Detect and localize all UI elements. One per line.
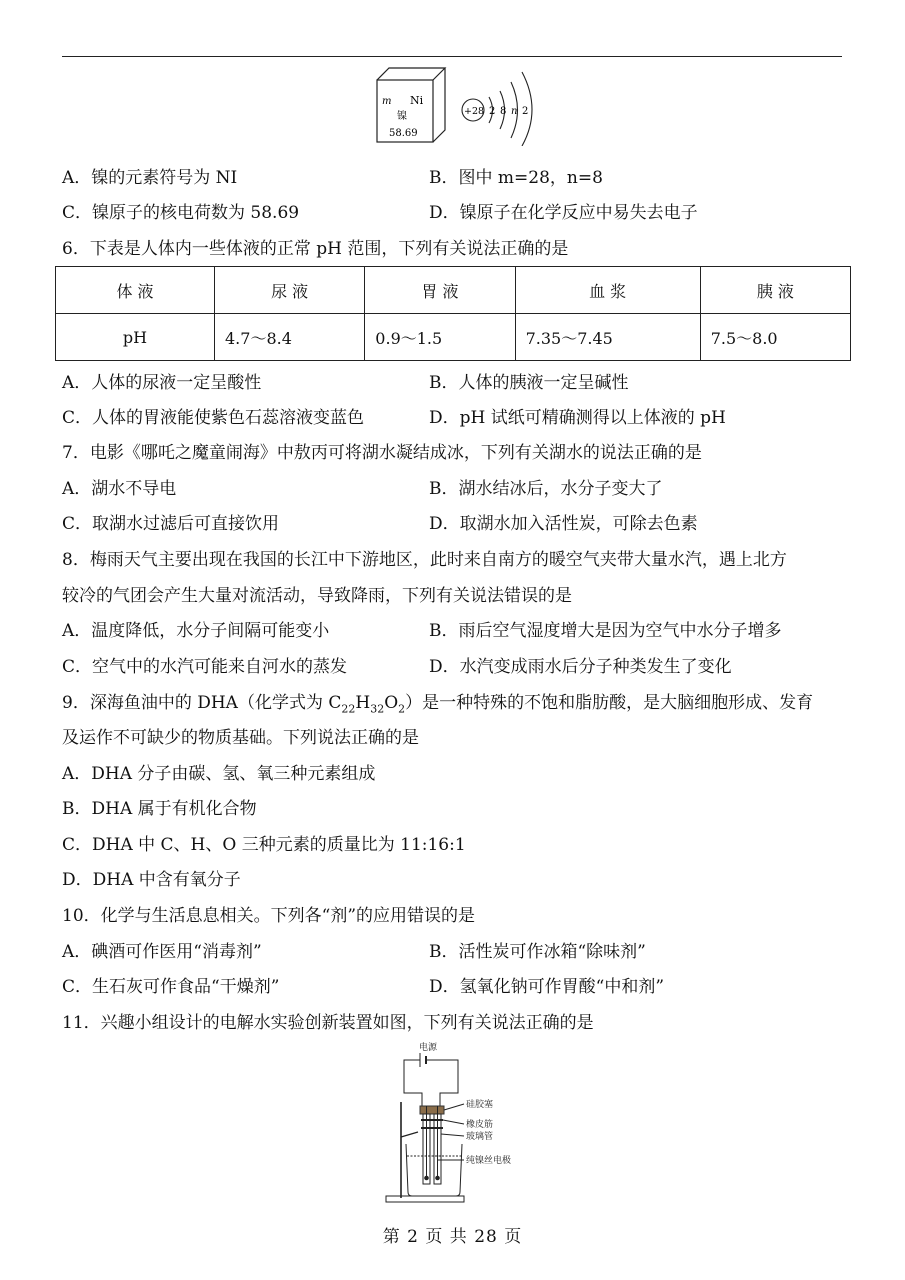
wire-left [404, 1060, 422, 1108]
electrode-tip [436, 1176, 440, 1180]
shell-count-2: 8 [500, 106, 507, 117]
q10-option-a: A．碘酒可作医用“消毒剂” [62, 942, 262, 962]
q9-option-c: C．DHA 中 C、H、O 三种元素的质量比为 11:16:1 [62, 835, 466, 855]
q10-stem: 10．化学与生活息息相关。下列各“剂”的应用错误的是 [62, 906, 476, 926]
q8-option-d: D．水汽变成雨水后分子种类发生了变化 [429, 657, 732, 677]
q11-stem: 11．兴趣小组设计的电解水实验创新装置如图，下列有关说法正确的是 [62, 1013, 594, 1033]
electrolysis-apparatus-figure [378, 1040, 538, 1206]
ph-table-cell: 0.9～1.5 [365, 314, 515, 361]
q9-option-d: D．DHA 中含有氧分子 [62, 870, 241, 890]
q10-option-d: D．氢氧化钠可作胃酸“中和剂” [429, 977, 665, 997]
ph-table-header-cell: 尿 液 [215, 267, 365, 314]
q5-option-b: B．图中 m=28，n=8 [429, 168, 603, 188]
q7-stem: 7．电影《哪吒之魔童闹海》中敖丙可将湖水凝结成冰，下列有关湖水的说法正确的是 [62, 443, 702, 463]
leader-tube [441, 1134, 464, 1136]
q5-option-a: A．镍的元素符号为 NI [62, 168, 238, 188]
formula-subscript: 2 [398, 702, 406, 716]
ph-table [55, 266, 851, 361]
wire-right [436, 1060, 458, 1108]
leader-band [443, 1120, 464, 1124]
q8-option-b: B．雨后空气湿度增大是因为空气中水分子增多 [429, 621, 782, 641]
q9-stem-text: 9．深海鱼油中的 DHA（化学式为 C [62, 693, 342, 713]
ph-table-cell: 4.7～8.4 [215, 314, 365, 361]
q6-option-c: C．人体的胃液能使紫色石蕊溶液变蓝色 [62, 408, 365, 428]
card-m: m [382, 96, 392, 107]
ph-table-value-row [56, 314, 851, 361]
ph-table-header-cell: 体 液 [56, 267, 215, 314]
q9-stem-line1 [62, 691, 813, 721]
card-mass: 58.69 [389, 128, 418, 139]
q9-stem-line2: 及运作不可缺少的物质基础。下列说法正确的是 [62, 728, 419, 748]
formula-text: O [384, 693, 399, 713]
stand-clamp [401, 1132, 418, 1137]
label-band: 橡皮筋 [466, 1120, 494, 1130]
label-power: 电源 [419, 1043, 438, 1053]
q7-option-a: A．湖水不导电 [62, 479, 177, 499]
header-rule [62, 56, 842, 57]
q8-stem-line1: 8．梅雨天气主要出现在我国的长江中下游地区，此时来自南方的暖空气夹带大量水汽，遇上北方 [62, 550, 787, 570]
formula-subscript: 22 [341, 702, 356, 716]
formula-text: H [355, 693, 371, 713]
nucleus-charge: +28 [464, 106, 485, 117]
q6-stem: 6．下表是人体内一些体液的正常 pH 范围，下列有关说法正确的是 [62, 239, 569, 259]
q6-option-d: D．pH 试纸可精确测得以上体液的 pH [429, 408, 726, 428]
ph-table-cell: 7.5～8.0 [700, 314, 850, 361]
shell-count-3: n [511, 106, 518, 117]
stand-base [386, 1196, 464, 1202]
leader-stopper [444, 1104, 464, 1110]
label-stopper: 硅胶塞 [466, 1100, 494, 1110]
label-tube: 玻璃管 [466, 1132, 494, 1142]
q7-option-b: B．湖水结冰后，水分子变大了 [429, 479, 663, 499]
ph-table-header-cell: 血 浆 [515, 267, 700, 314]
q8-stem-line2: 较冷的气团会产生大量对流活动，导致降雨，下列有关说法错误的是 [62, 586, 572, 606]
card-symbol: Ni [410, 94, 424, 107]
q9-option-a: A．DHA 分子由碳、氢、氧三种元素组成 [62, 764, 376, 784]
ph-table-header-row [56, 267, 851, 314]
ph-table-cell: pH [56, 314, 215, 361]
nickel-element-figure [370, 64, 545, 146]
q5-option-d: D．镍原子在化学反应中易失去电子 [429, 203, 698, 223]
formula-subscript: 32 [370, 702, 385, 716]
shell-count-4: 2 [522, 106, 529, 117]
shell-count-1: 2 [489, 106, 496, 117]
q9-stem-text: ）是一种特殊的不饱和脂肪酸，是大脑细胞形成、发育 [405, 693, 814, 713]
ph-table-header-cell: 胰 液 [700, 267, 850, 314]
q8-option-c: C．空气中的水汽可能来自河水的蒸发 [62, 657, 348, 677]
q5-option-c: C．镍原子的核电荷数为 58.69 [62, 203, 300, 223]
q7-option-d: D．取湖水加入活性炭，可除去色素 [429, 514, 698, 534]
q10-option-b: B．活性炭可作冰箱“除味剂” [429, 942, 646, 962]
q10-option-c: C．生石灰可作食品“干燥剂” [62, 977, 280, 997]
silicone-stopper [420, 1106, 444, 1114]
ph-table-cell: 7.35～7.45 [515, 314, 700, 361]
q8-option-a: A．温度降低，水分子间隔可能变小 [62, 621, 330, 641]
card-name: 镍 [397, 111, 407, 122]
page-footer: 第 2 页 共 28 页 [382, 1227, 523, 1247]
q7-option-c: C．取湖水过滤后可直接饮用 [62, 514, 280, 534]
q6-option-a: A．人体的尿液一定呈酸性 [62, 373, 262, 393]
ph-table-header-cell: 胃 液 [365, 267, 515, 314]
electrode-tip [425, 1176, 429, 1180]
q9-option-b: B．DHA 属于有机化合物 [62, 799, 257, 819]
q6-option-b: B．人体的胰液一定呈碱性 [429, 373, 629, 393]
label-electrode: 纯镍丝电极 [466, 1156, 512, 1166]
